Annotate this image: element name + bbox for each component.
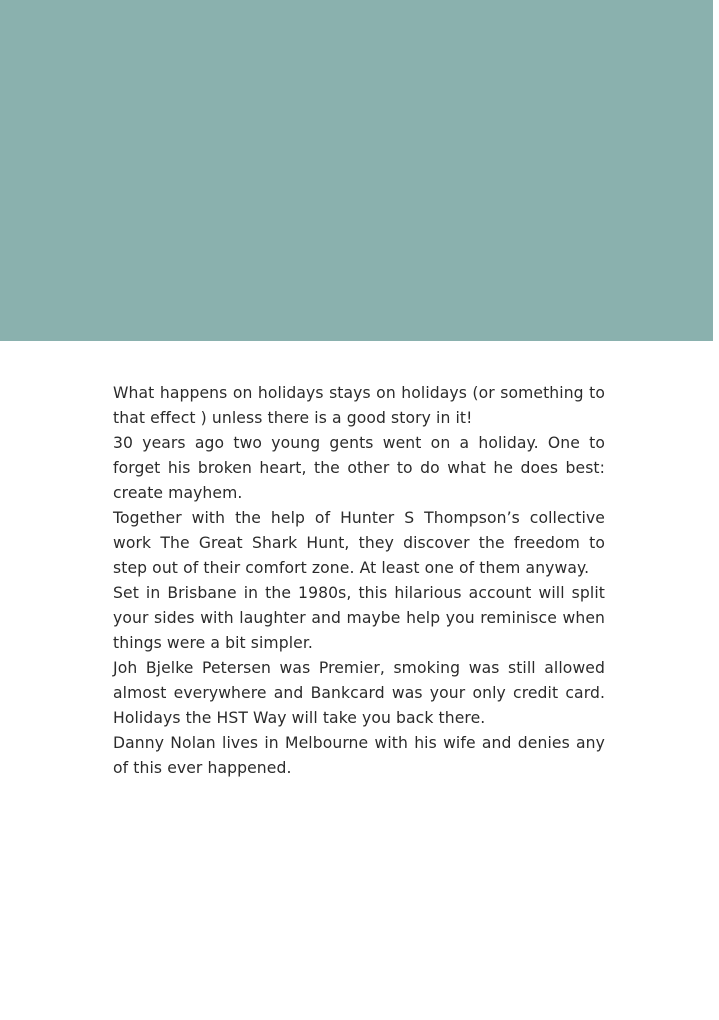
blurb-paragraph-2: 30 years ago two young gents went on a holiday. One to forget his broken heart, the other to do what he does best: create mayhem. (113, 434, 605, 502)
teal-color-band (0, 0, 713, 341)
blurb-paragraph-6: Danny Nolan lives in Melbourne with his wife and denies any of this ever happened. (113, 734, 605, 777)
blurb-paragraph-4: Set in Brisbane in the 1980s, this hilarious account will split your sides with laughter and maybe help you reminisce when things were a bit simpler. (113, 584, 605, 652)
blurb-paragraph-5: Joh Bjelke Petersen was Premier, smoking was still allowed almost everywhere and Bankcard was your only credit card. Holidays the HST Way will take you back there. (113, 659, 605, 727)
blurb-paragraph-3: Together with the help of Hunter S Thompson’s collective work The Great Shark Hunt, they discover the freedom to step out of their comfort zone. At least one of them anyway. (113, 509, 605, 577)
blurb-paragraph-1: What happens on holidays stays on holidays (or something to that effect ) unless there is a good story in it! (113, 384, 605, 427)
back-cover-blurb (113, 381, 605, 781)
